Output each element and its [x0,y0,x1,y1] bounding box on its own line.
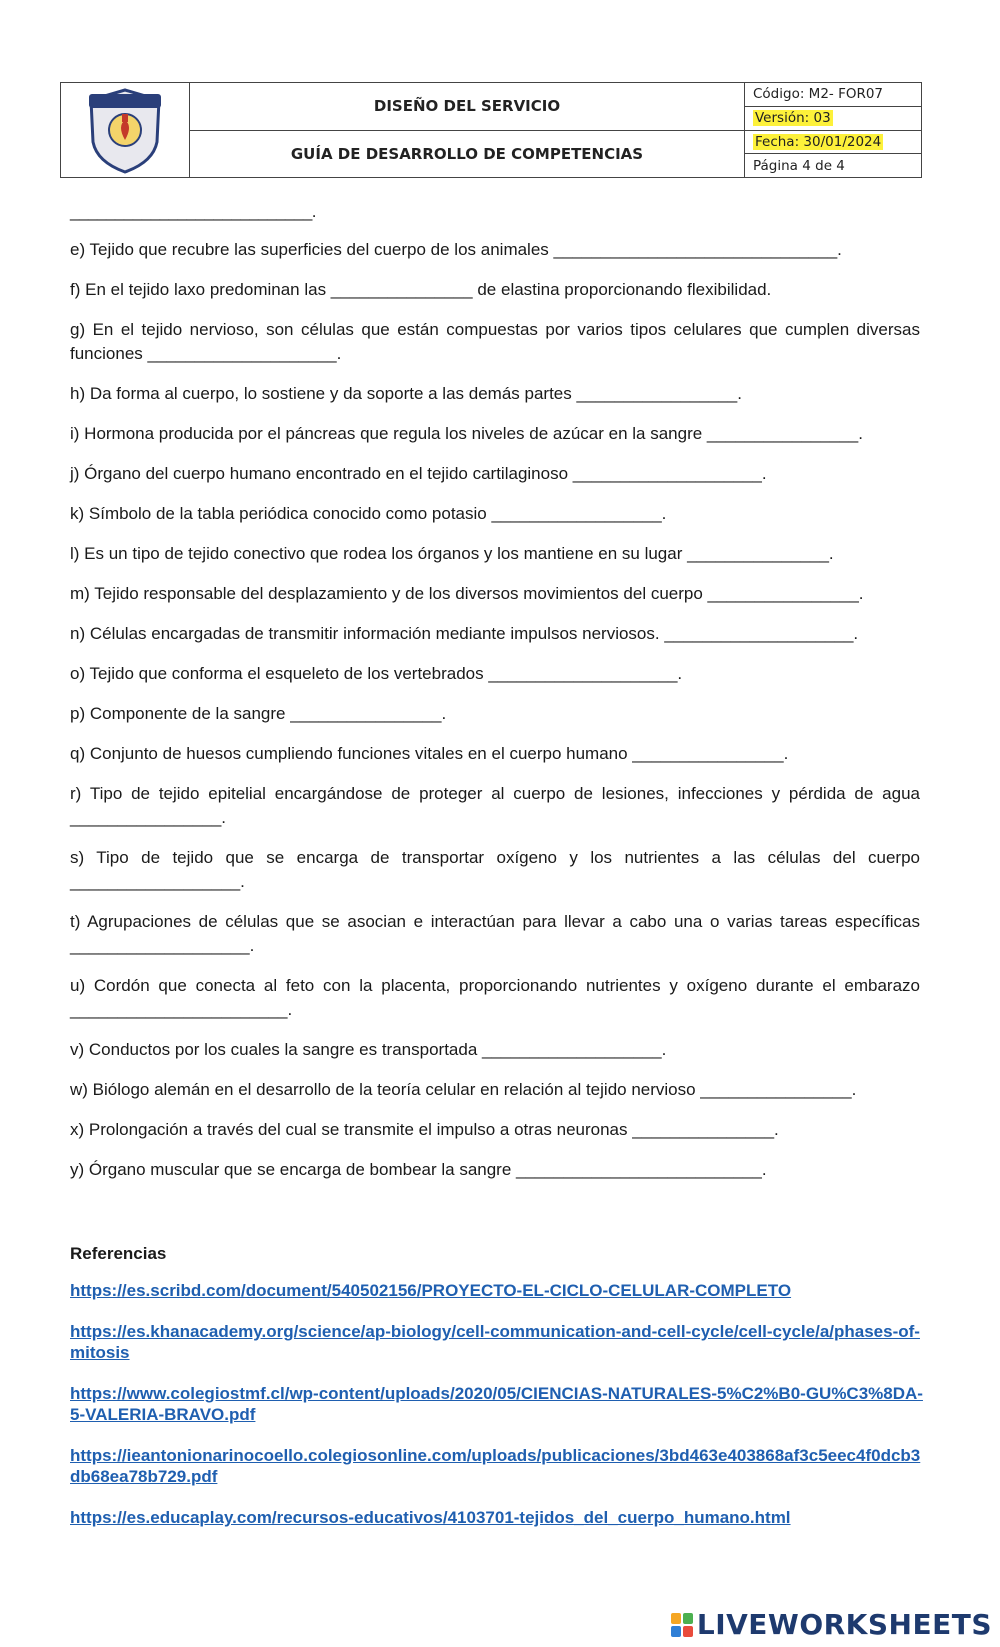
reference-link-4[interactable]: https://ieantonionarinocoello.colegiosonline.com/uploads/publicaciones/3bd463e403868af3c5eec4f0dcb3db68ea78b729.pdf [70,1446,921,1486]
doc-page [745,154,921,177]
doc-date [745,131,921,155]
question-i[interactable]: i) Hormona producida por el páncreas que regula los niveles de azúcar en la sangre ________________. [70,424,863,443]
question-u[interactable]: u) Cordón que conecta al feto con la placenta, proporcionando nutrientes y oxígeno durante el embarazo _______________________. [70,976,920,1019]
doc-version-text: Versión: 03 [755,110,831,127]
question-v[interactable]: v) Conductos por los cuales la sangre es transportada ___________________. [70,1040,667,1059]
question-h[interactable]: h) Da forma al cuerpo, lo sostiene y da soporte a las demás partes _________________. [70,384,742,403]
question-n[interactable]: n) Células encargadas de transmitir información mediante impulsos nerviosos. ____________________. [70,624,859,643]
references-section [70,1244,930,1548]
doc-date-text: Fecha: 30/01/2024 [755,133,882,150]
reference-link-2[interactable]: https://es.khanacademy.org/science/ap-biology/cell-communication-and-cell-cycle/cell-cycle/a/phases-of-mitosis [70,1322,920,1362]
document-header [60,82,922,178]
liveworksheets-logo-icon [671,1613,693,1637]
school-crest-icon [85,86,165,174]
question-y[interactable]: y) Órgano muscular que se encarga de bombear la sangre __________________________. [70,1160,767,1179]
question-list [70,200,920,1198]
question-q[interactable]: q) Conjunto de huesos cumpliendo funciones vitales en el cuerpo humano ________________. [70,744,789,763]
header-title: DISEÑO DEL SERVICIO [190,83,744,131]
reference-link-1[interactable]: https://es.scribd.com/document/540502156/PROYECTO-EL-CICLO-CELULAR-COMPLETO [70,1281,792,1300]
school-logo [61,83,190,177]
reference-link-5[interactable]: https://es.educaplay.com/recursos-educativos/4103701-tejidos_del_cuerpo_humano.html [70,1508,791,1527]
doc-page-text: Página 4 de 4 [753,157,845,174]
question-l[interactable]: l) Es un tipo de tejido conectivo que rodea los órganos y los mantiene en su lugar _______________. [70,544,834,563]
references-title: Referencias [70,1244,167,1263]
doc-code [745,83,921,107]
header-metadata [745,83,921,177]
header-subtitle: GUÍA DE DESARROLLO DE COMPETENCIAS [290,144,644,163]
header-titles [190,83,745,177]
question-w[interactable]: w) Biólogo alemán en el desarrollo de la teoría celular en relación al tejido nervioso ________________. [70,1080,857,1099]
question-o[interactable]: o) Tejido que conforma el esqueleto de los vertebrados ____________________. [70,664,683,683]
question-r[interactable]: r) Tipo de tejido epitelial encargándose de proteger al cuerpo de lesiones, infecciones y pérdida de agua ________________. [70,784,920,827]
question-j[interactable]: j) Órgano del cuerpo humano encontrado en el tejido cartilaginoso ____________________. [70,464,767,483]
question-e[interactable]: e) Tejido que recubre las superficies del cuerpo de los animales ______________________________. [70,240,842,259]
doc-code-text: Código: M2- FOR07 [753,86,884,103]
leading-blank[interactable]: ___________________________. [70,202,316,221]
question-f[interactable]: f) En el tejido laxo predominan las _______________ de elastina proporcionando flexibilidad. [70,280,772,299]
question-k[interactable]: k) Símbolo de la tabla periódica conocido como potasio __________________. [70,504,667,523]
doc-version [745,107,921,131]
question-t[interactable]: t) Agrupaciones de células que se asocian e interactúan para llevar a cabo una o varias tareas específicas ___________________. [70,912,920,955]
liveworksheets-brand [671,1608,992,1641]
question-m[interactable]: m) Tejido responsable del desplazamiento y de los diversos movimientos del cuerpo ________________. [70,584,864,603]
question-g[interactable]: g) En el tejido nervioso, son células que están compuestas por varios tipos celulares que cumplen diversas funciones ____________________. [70,320,920,363]
question-s[interactable]: s) Tipo de tejido que se encarga de transportar oxígeno y los nutrientes a las células del cuerpo __________________. [70,848,920,891]
question-x[interactable]: x) Prolongación a través del cual se transmite el impulso a otras neuronas _______________. [70,1120,779,1139]
reference-link-3[interactable]: https://www.colegiostmf.cl/wp-content/uploads/2020/05/CIENCIAS-NATURALES-5%C2%B0-GU%C3%8DA-5-VALERIA-BRAVO.pdf [70,1384,923,1424]
brand-name: LIVEWORKSHEETS [696,1608,992,1641]
question-p[interactable]: p) Componente de la sangre ________________. [70,704,447,723]
